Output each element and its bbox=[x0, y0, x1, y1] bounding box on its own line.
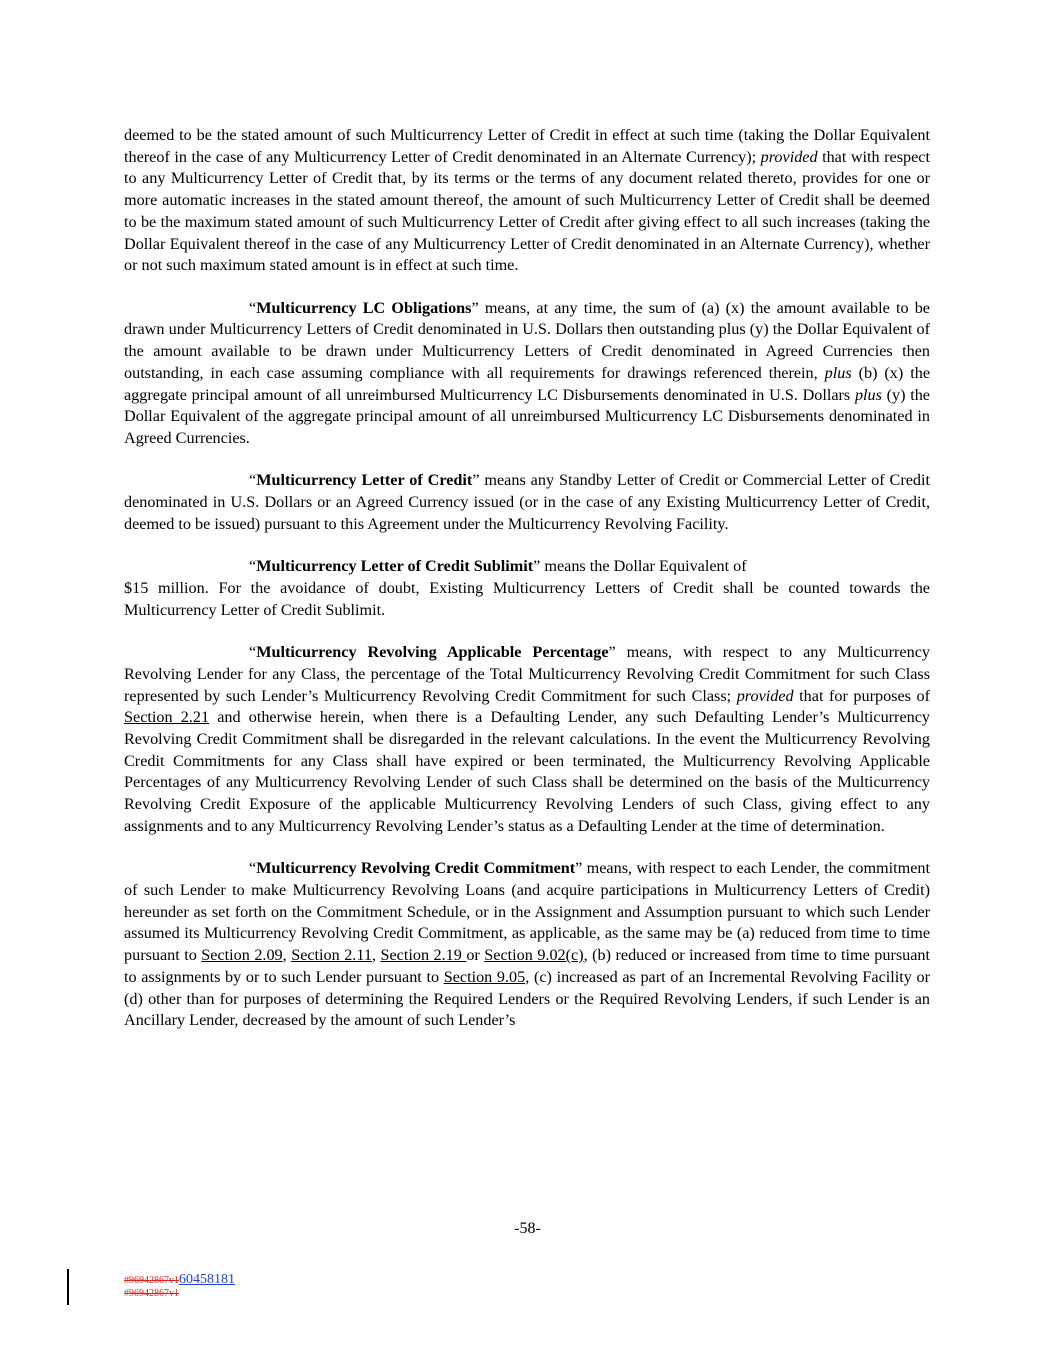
inserted-doc-id: 60458181 bbox=[179, 1272, 235, 1287]
defined-term: Multicurrency Letter of Credit Sublimit bbox=[256, 557, 534, 576]
defined-term: Multicurrency Revolving Credit Commitment bbox=[256, 859, 576, 878]
page-number: -58- bbox=[514, 1220, 541, 1237]
definition-multicurrency-revolving-applicable-percentage: “Multicurrency Revolving Applicable Percentage” means, with respect to any Multicurrency Revolving Lender for any Class, the percentage of the Total Multicurrency Revolving Credit Commitment for such Class represented by such Lender’s Multicurrency Revolving Credit Commitment for such Class; provided that for purposes of Section 2.21 and otherwise herein, when there is a Defaulting Lender, any such Defaulting Lender’s Multicurrency Revolving Credit Commitment shall be disregarded in the relevant calculations. In the event the Multicurrency Revolving Credit Commitments for any Class shall have expired or been terminated, the Multicurrency Revolving Applicable Percentages of any Multicurrency Revolving Lender of such Class shall be determined on the basis of the Multicurrency Revolving Credit Exposure of the applicable Multicurrency Revolving Lenders of such Class, giving effect to any assignments and to any Multicurrency Revolving Lender’s status as a Defaulting Lender at the time of determination. bbox=[124, 643, 930, 835]
section-reference-link[interactable]: Section 2.11 bbox=[291, 946, 372, 965]
section-reference-link[interactable]: Section 2.21 bbox=[124, 708, 210, 727]
document-id-footer bbox=[124, 1273, 235, 1300]
section-reference-link[interactable]: Section 2.09 bbox=[201, 946, 283, 965]
deleted-doc-id: #96942867v1 bbox=[124, 1288, 179, 1299]
definition-multicurrency-letter-of-credit-sublimit: “Multicurrency Letter of Credit Sublimit” means the Dollar Equivalent of $15 million. For the avoidance of doubt, Existing Multicurrency Letters of Credit shall be counted towards the Multicurrency Letter of Credit Sublimit. bbox=[124, 557, 930, 619]
section-reference-link[interactable]: Section 2.19 bbox=[380, 946, 467, 965]
definition-multicurrency-revolving-credit-commitment: “Multicurrency Revolving Credit Commitment” means, with respect to each Lender, the commitment of such Lender to make Multicurrency Revolving Loans (and acquire participations in Multicurrency Letters of Credit) hereunder as set forth on the Commitment Schedule, or in the Assignment and Assumption pursuant to which such Lender assumed its Multicurrency Revolving Credit Commitment, as applicable, as the same may be (a) reduced from time to time pursuant to Section 2.09, Section 2.11, Section 2.19 or Section 9.02(c), (b) reduced or increased from time to time pursuant to assignments by or to such Lender pursuant to Section 9.05, (c) increased as part of an Incremental Revolving Facility or (d) other than for purposes of determining the Required Lenders or the Required Revolving Lenders, if such Lender is an Ancillary Lender, decreased by the amount of such Lender’s bbox=[124, 859, 931, 1030]
defined-term: Multicurrency Revolving Applicable Percentage bbox=[256, 643, 609, 662]
revision-change-bar bbox=[67, 1269, 69, 1305]
defined-term: Multicurrency Letter of Credit bbox=[256, 471, 473, 490]
definition-multicurrency-lc-obligations: “Multicurrency LC Obligations” means, at any time, the sum of (a) (x) the amount available to be drawn under Multicurrency Letters of Credit denominated in U.S. Dollars then outstanding plus (y) the Dollar Equivalent of the amount available to be drawn under Multicurrency Letters of Credit denominated in Agreed Currencies then outstanding, in each case assuming compliance with all requirements for drawings referenced therein, plus (b) (x) the aggregate principal amount of all unreimbursed Multicurrency LC Disbursements denominated in U.S. Dollars plus (y) the Dollar Equivalent of the aggregate principal amount of all unreimbursed Multicurrency LC Disbursements denominated in Agreed Currencies. bbox=[124, 298, 931, 447]
section-reference-link[interactable]: Section 9.02(c) bbox=[484, 946, 584, 965]
defined-term: Multicurrency LC Obligations bbox=[256, 298, 472, 317]
document-body bbox=[124, 125, 930, 1053]
section-reference-link[interactable]: Section 9.05 bbox=[443, 967, 526, 986]
deleted-doc-id: #96942867v1 bbox=[124, 1275, 179, 1286]
paragraph-continuation: deemed to be the stated amount of such Multicurrency Letter of Credit in effect at such time (taking the Dollar Equivalent thereof in the case of any Multicurrency Letter of Credit denominated in an Alternate Currency); provided that with respect to any Multicurrency Letter of Credit that, by its terms or the terms of any document related thereto, provides for one or more automatic increases in the stated amount thereof, the amount of such Multicurrency Letter of Credit shall be deemed to be the maximum stated amount of such Multicurrency Letter of Credit after giving effect to all such increases (taking the Dollar Equivalent thereof in the case of any Multicurrency Letter of Credit denominated in an Alternate Currency), whether or not such maximum stated amount is in effect at such time. bbox=[124, 126, 930, 275]
definition-multicurrency-letter-of-credit: “Multicurrency Letter of Credit” means any Standby Letter of Credit or Commercial Letter of Credit denominated in U.S. Dollars or an Agreed Currency issued (or in the case of any Existing Multicurrency Letter of Credit, deemed to be issued) pursuant to this Agreement under the Multicurrency Revolving Facility. bbox=[124, 471, 930, 533]
